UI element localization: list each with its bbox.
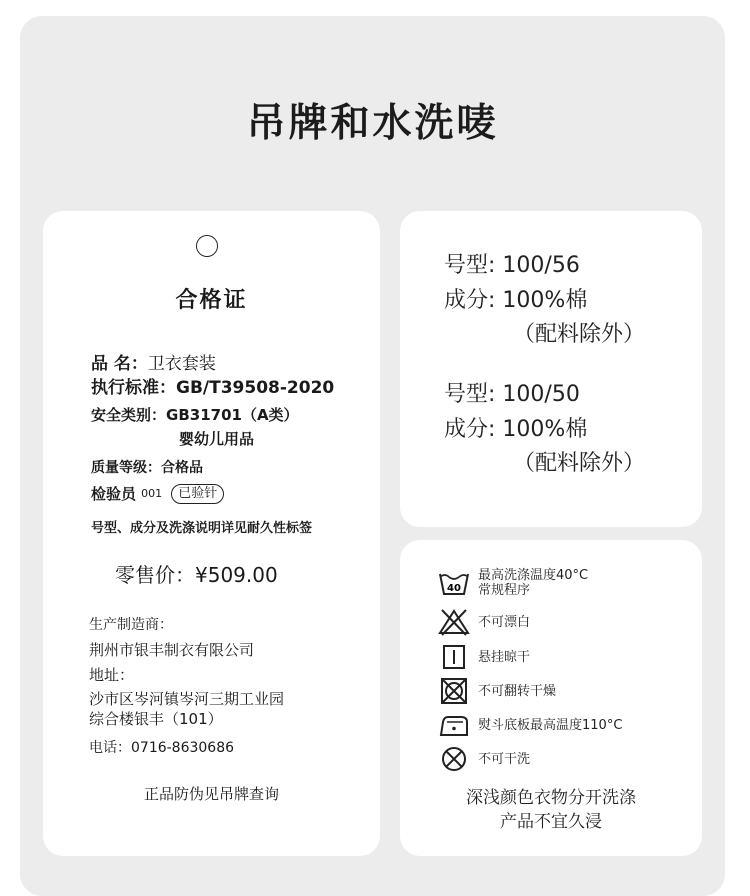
care-item-line-dry xyxy=(438,642,530,672)
address-line1: 沙市区岑河镇岑河三期工业园 xyxy=(89,690,285,708)
care-note-line2: 产品不宜久浸 xyxy=(500,812,602,832)
quality-value: 合格品 xyxy=(161,460,203,476)
maker-name: 荆州市银丰制衣有限公司 xyxy=(89,641,255,659)
safety-row xyxy=(91,404,299,425)
size-label: 号型: xyxy=(444,382,496,407)
iron-110-icon xyxy=(438,711,470,739)
standard-row xyxy=(91,373,334,398)
care-note-line1: 深浅颜色衣物分开洗涤 xyxy=(466,788,636,808)
certificate-title: 合格证 xyxy=(175,288,248,313)
no-dry-clean-text: 不可干洗 xyxy=(478,751,531,767)
care-item-no-bleach xyxy=(438,607,530,637)
address-line2: 综合楼银丰（101） xyxy=(89,710,223,728)
address-label: 地址： xyxy=(89,666,135,684)
inspector-stamp: 已验针 xyxy=(171,484,224,504)
maker-label: 生产制造商： xyxy=(89,617,173,633)
care-item-no-dry-clean xyxy=(438,744,530,774)
excluding-trims-note-1: （配料除外） xyxy=(513,322,646,347)
excluding-trims-note-2: （配料除外） xyxy=(513,451,646,476)
hang-tag-card xyxy=(43,211,380,856)
wash-temperature-text: 最高洗涤温度40°C xyxy=(478,568,589,583)
iron-text: 熨斗底板最高温度110°C xyxy=(478,717,623,733)
wash-temperature-mark: 40 xyxy=(447,583,461,594)
no-bleach-icon xyxy=(438,608,470,636)
care-text-wash xyxy=(478,568,588,598)
durability-note: 号型、成分及洗涤说明详见耐久性标签 xyxy=(91,521,313,536)
care-label-card xyxy=(400,540,702,856)
composition-row-1 xyxy=(444,283,587,314)
quality-label: 质量等级： xyxy=(91,460,161,476)
no-dry-clean-icon xyxy=(438,745,470,773)
line-dry-icon xyxy=(438,643,470,671)
composition-value: 100%棉 xyxy=(502,417,588,442)
size-row-1 xyxy=(444,248,580,279)
safety-value: GB31701（A类） xyxy=(166,406,299,424)
care-item-wash xyxy=(438,568,588,598)
composition-value: 100%棉 xyxy=(502,288,588,313)
line-dry-text: 悬挂晾干 xyxy=(478,649,531,665)
composition-label: 成分: xyxy=(444,417,496,442)
quality-row xyxy=(91,457,203,477)
tag-hole-icon xyxy=(196,235,218,257)
size-value: 100/56 xyxy=(502,253,580,278)
size-label-card xyxy=(400,211,702,527)
wash-40-icon xyxy=(438,569,470,597)
page-title: 吊牌和水洗唛 xyxy=(246,101,499,146)
retail-price: 零售价：¥509.00 xyxy=(115,563,278,587)
product-name-label: 品 名： xyxy=(91,354,148,374)
no-bleach-text: 不可漂白 xyxy=(478,614,531,630)
no-tumble-dry-icon xyxy=(438,677,470,705)
wash-program-text: 常规程序 xyxy=(478,583,531,598)
inspector-code: 001 xyxy=(141,487,163,500)
standard-value: GB/T39508-2020 xyxy=(176,378,335,398)
composition-row-2 xyxy=(444,412,587,443)
size-value: 100/50 xyxy=(502,382,580,407)
composition-label: 成分: xyxy=(444,288,496,313)
inspector-label: 检验员 xyxy=(91,485,137,503)
size-row-2 xyxy=(444,377,580,408)
inspector-row xyxy=(91,483,224,504)
phone: 电话：0716-8630686 xyxy=(89,740,235,756)
care-item-iron xyxy=(438,710,622,740)
care-item-no-tumble-dry xyxy=(438,676,556,706)
safety-sub: 婴幼儿用品 xyxy=(179,430,255,448)
no-tumble-dry-text: 不可翻转干燥 xyxy=(478,683,557,699)
standard-label: 执行标准： xyxy=(91,378,176,398)
safety-label: 安全类别： xyxy=(91,406,167,424)
anti-fake-note: 正品防伪见吊牌查询 xyxy=(143,785,279,803)
size-label: 号型: xyxy=(444,253,496,278)
product-name-value: 卫衣套装 xyxy=(147,354,216,374)
product-name-row xyxy=(91,349,216,374)
